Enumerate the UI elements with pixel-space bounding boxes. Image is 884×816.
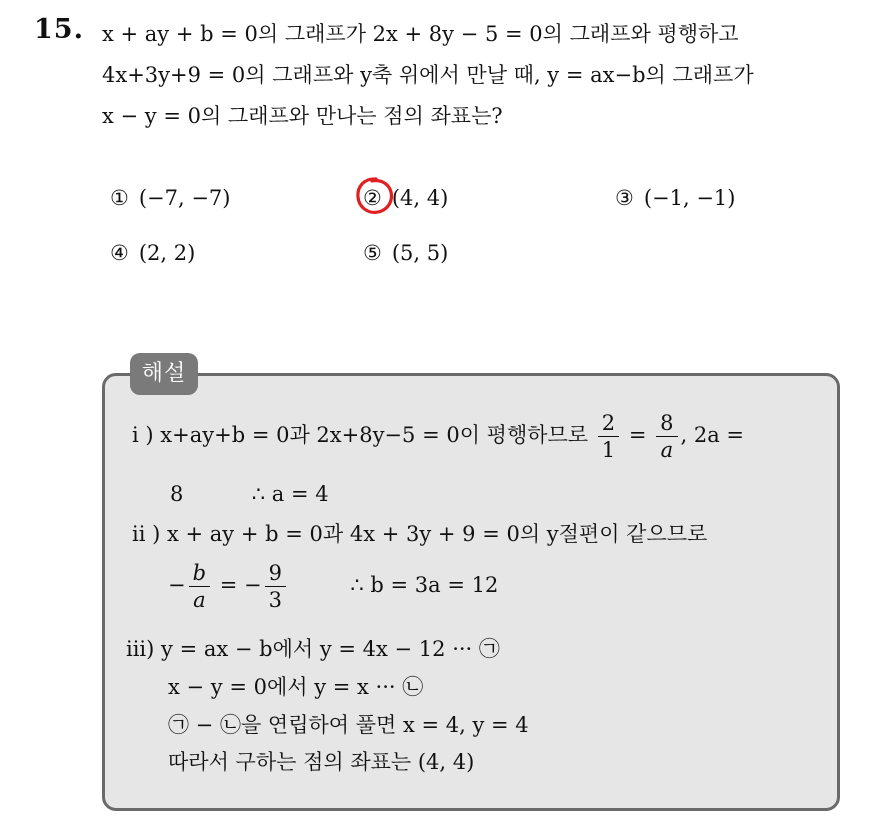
step-3-line-1: y = ax − b에서 y = 4x − 12 ··· ㉠ — [161, 637, 500, 661]
step-1-text: x+ay+b = 0과 2x+8y−5 = 0이 평행하므로 — [160, 423, 589, 447]
fraction-numerator: 2 — [598, 410, 619, 437]
step-2-equation — [168, 560, 498, 613]
solution-step-1 — [132, 410, 744, 463]
step-2-prefix: ii ) — [132, 522, 161, 546]
question-number: 15. — [34, 14, 84, 45]
choice-5[interactable] — [363, 241, 448, 265]
answer-circle-mark-icon — [354, 175, 396, 217]
step-2-neg: − — [168, 573, 186, 597]
step-3-prefix: iii) — [126, 637, 155, 661]
fraction-denominator: 1 — [601, 438, 616, 462]
fraction-2-over-1 — [598, 410, 619, 463]
fraction-denominator: a — [193, 588, 206, 612]
choice-marker: ⑤ — [363, 241, 382, 265]
step-3-line-2: x − y = 0에서 y = x ··· ㉡ — [168, 675, 424, 699]
choice-marker: ② — [363, 186, 382, 210]
question-line-2: 4x+3y+9 = 0의 그래프와 y축 위에서 만날 때, y = ax−b의 그래프가 — [102, 63, 754, 87]
choice-1[interactable] — [110, 186, 230, 210]
step-2-text: x + ay + b = 0과 4x + 3y + 9 = 0의 y절편이 같으므로 — [167, 522, 708, 546]
choice-3[interactable] — [615, 186, 735, 210]
fraction-8-over-a — [656, 410, 677, 463]
step-1-suffix: , 2a = — [680, 423, 745, 447]
step-1-cont-left: 8 — [170, 482, 184, 506]
choice-text: (−7, −7) — [138, 186, 231, 210]
question-line-3: x − y = 0의 그래프와 만나는 점의 좌표는? — [102, 104, 503, 128]
step-1-continuation — [170, 482, 329, 506]
fraction-b-over-a — [189, 560, 210, 613]
step-3-line-4: 따라서 구하는 점의 좌표는 (4, 4) — [168, 750, 475, 774]
choice-marker: ① — [110, 186, 129, 210]
step-2-result: ∴ b = 3a = 12 — [350, 573, 499, 597]
fraction-denominator: 3 — [268, 588, 282, 612]
fraction-numerator: 8 — [656, 410, 677, 437]
choice-text: (5, 5) — [391, 241, 449, 265]
step-2-equals: = − — [219, 573, 262, 597]
solution-step-2 — [132, 518, 707, 548]
fraction-numerator: 9 — [265, 560, 286, 587]
choice-text: (−1, −1) — [643, 186, 736, 210]
step-3-line-3: ㉠ − ㉡을 연립하여 풀면 x = 4, y = 4 — [168, 713, 529, 737]
step-1-equals: = — [628, 423, 647, 447]
choice-text: (4, 4) — [391, 186, 449, 210]
choice-marker: ④ — [110, 241, 129, 265]
choice-4[interactable] — [110, 241, 195, 265]
fraction-numerator: b — [189, 560, 210, 587]
solution-label: 해설 — [130, 353, 198, 395]
step-1-prefix: i ) — [132, 423, 154, 447]
step-1-cont-right: ∴ a = 4 — [251, 482, 329, 506]
fraction-9-over-3 — [265, 560, 286, 613]
choice-marker: ③ — [615, 186, 634, 210]
choice-text: (2, 2) — [138, 241, 196, 265]
question-line-1: x + ay + b = 0의 그래프가 2x + 8y − 5 = 0의 그래프와 평행하고 — [102, 22, 739, 46]
solution-step-3 — [126, 633, 500, 663]
fraction-denominator: a — [660, 438, 674, 462]
